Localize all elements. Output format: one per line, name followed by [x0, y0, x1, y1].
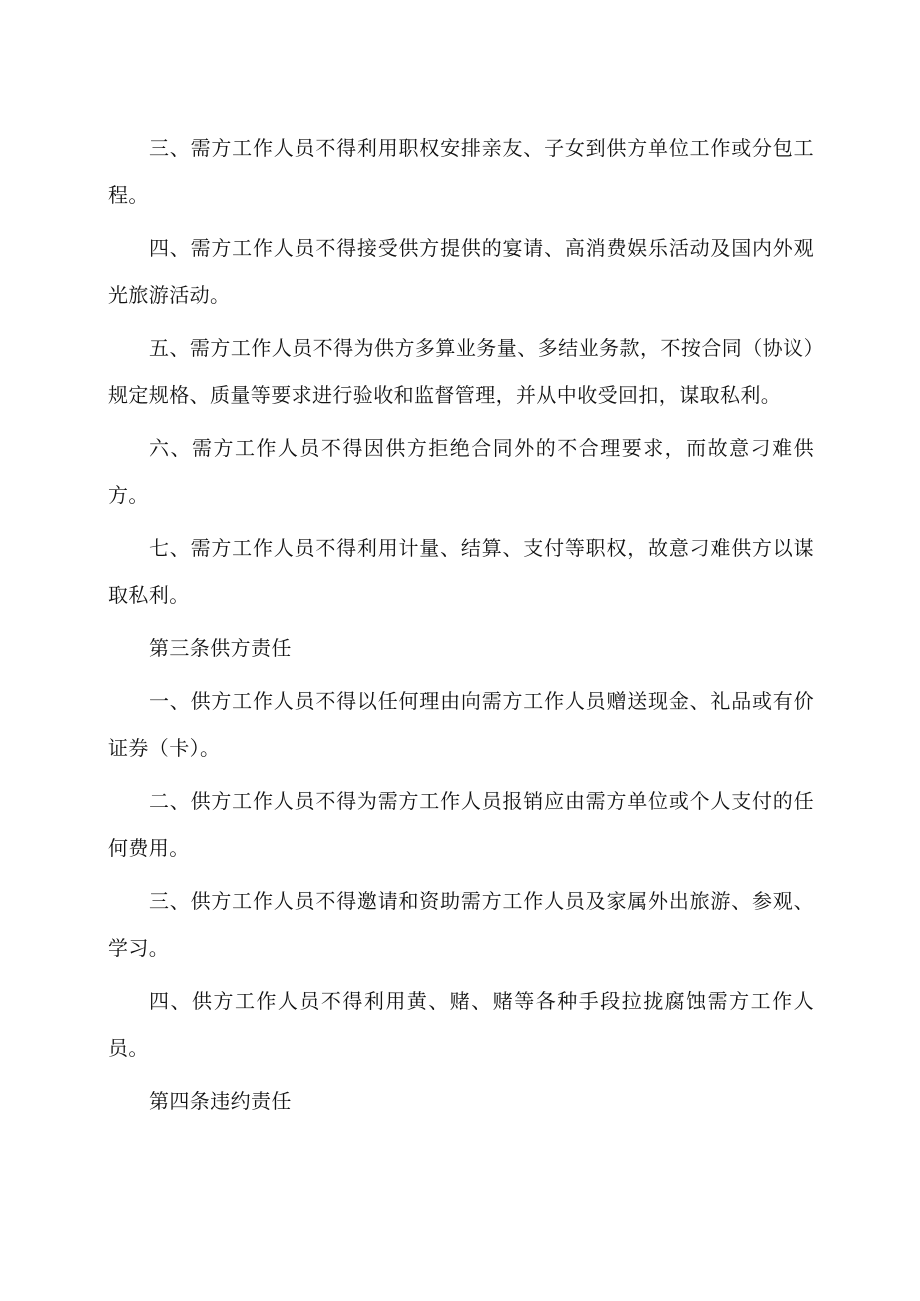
paragraph-buyer-item-7: 七、需方工作人员不得利用计量、结算、支付等职权，故意刁难供方以谋取私利。	[108, 536, 814, 607]
paragraph-buyer-item-5: 五、需方工作人员不得为供方多算业务量、多结业务款，不按合同（协议）规定规格、质量等要求进行验收和监督管理，并从中收受回扣，谋取私利。	[108, 336, 814, 407]
document-body	[108, 125, 814, 1131]
paragraph-supplier-item-2: 二、供方工作人员不得为需方工作人员报销应由需方单位或个人支付的任何费用。	[108, 789, 814, 860]
section-heading-article-4: 第四条违约责任	[149, 1089, 292, 1113]
paragraph-buyer-item-4: 四、需方工作人员不得接受供方提供的宴请、高消费娱乐活动及国内外观光旅游活动。	[108, 236, 814, 307]
paragraph-buyer-item-3: 三、需方工作人员不得利用职权安排亲友、子女到供方单位工作或分包工程。	[108, 136, 814, 207]
paragraph-supplier-item-4: 四、供方工作人员不得利用黄、赌、赌等各种手段拉拢腐蚀需方工作人员。	[108, 989, 814, 1060]
section-heading-article-3: 第三条供方责任	[149, 636, 292, 660]
paragraph-buyer-item-6: 六、需方工作人员不得因供方拒绝合同外的不合理要求，而故意刁难供方。	[108, 436, 814, 507]
paragraph-supplier-item-1: 一、供方工作人员不得以任何理由向需方工作人员赠送现金、礼品或有价证券（卡）。	[108, 689, 814, 760]
paragraph-supplier-item-3: 三、供方工作人员不得邀请和资助需方工作人员及家属外出旅游、参观、学习。	[108, 889, 814, 960]
